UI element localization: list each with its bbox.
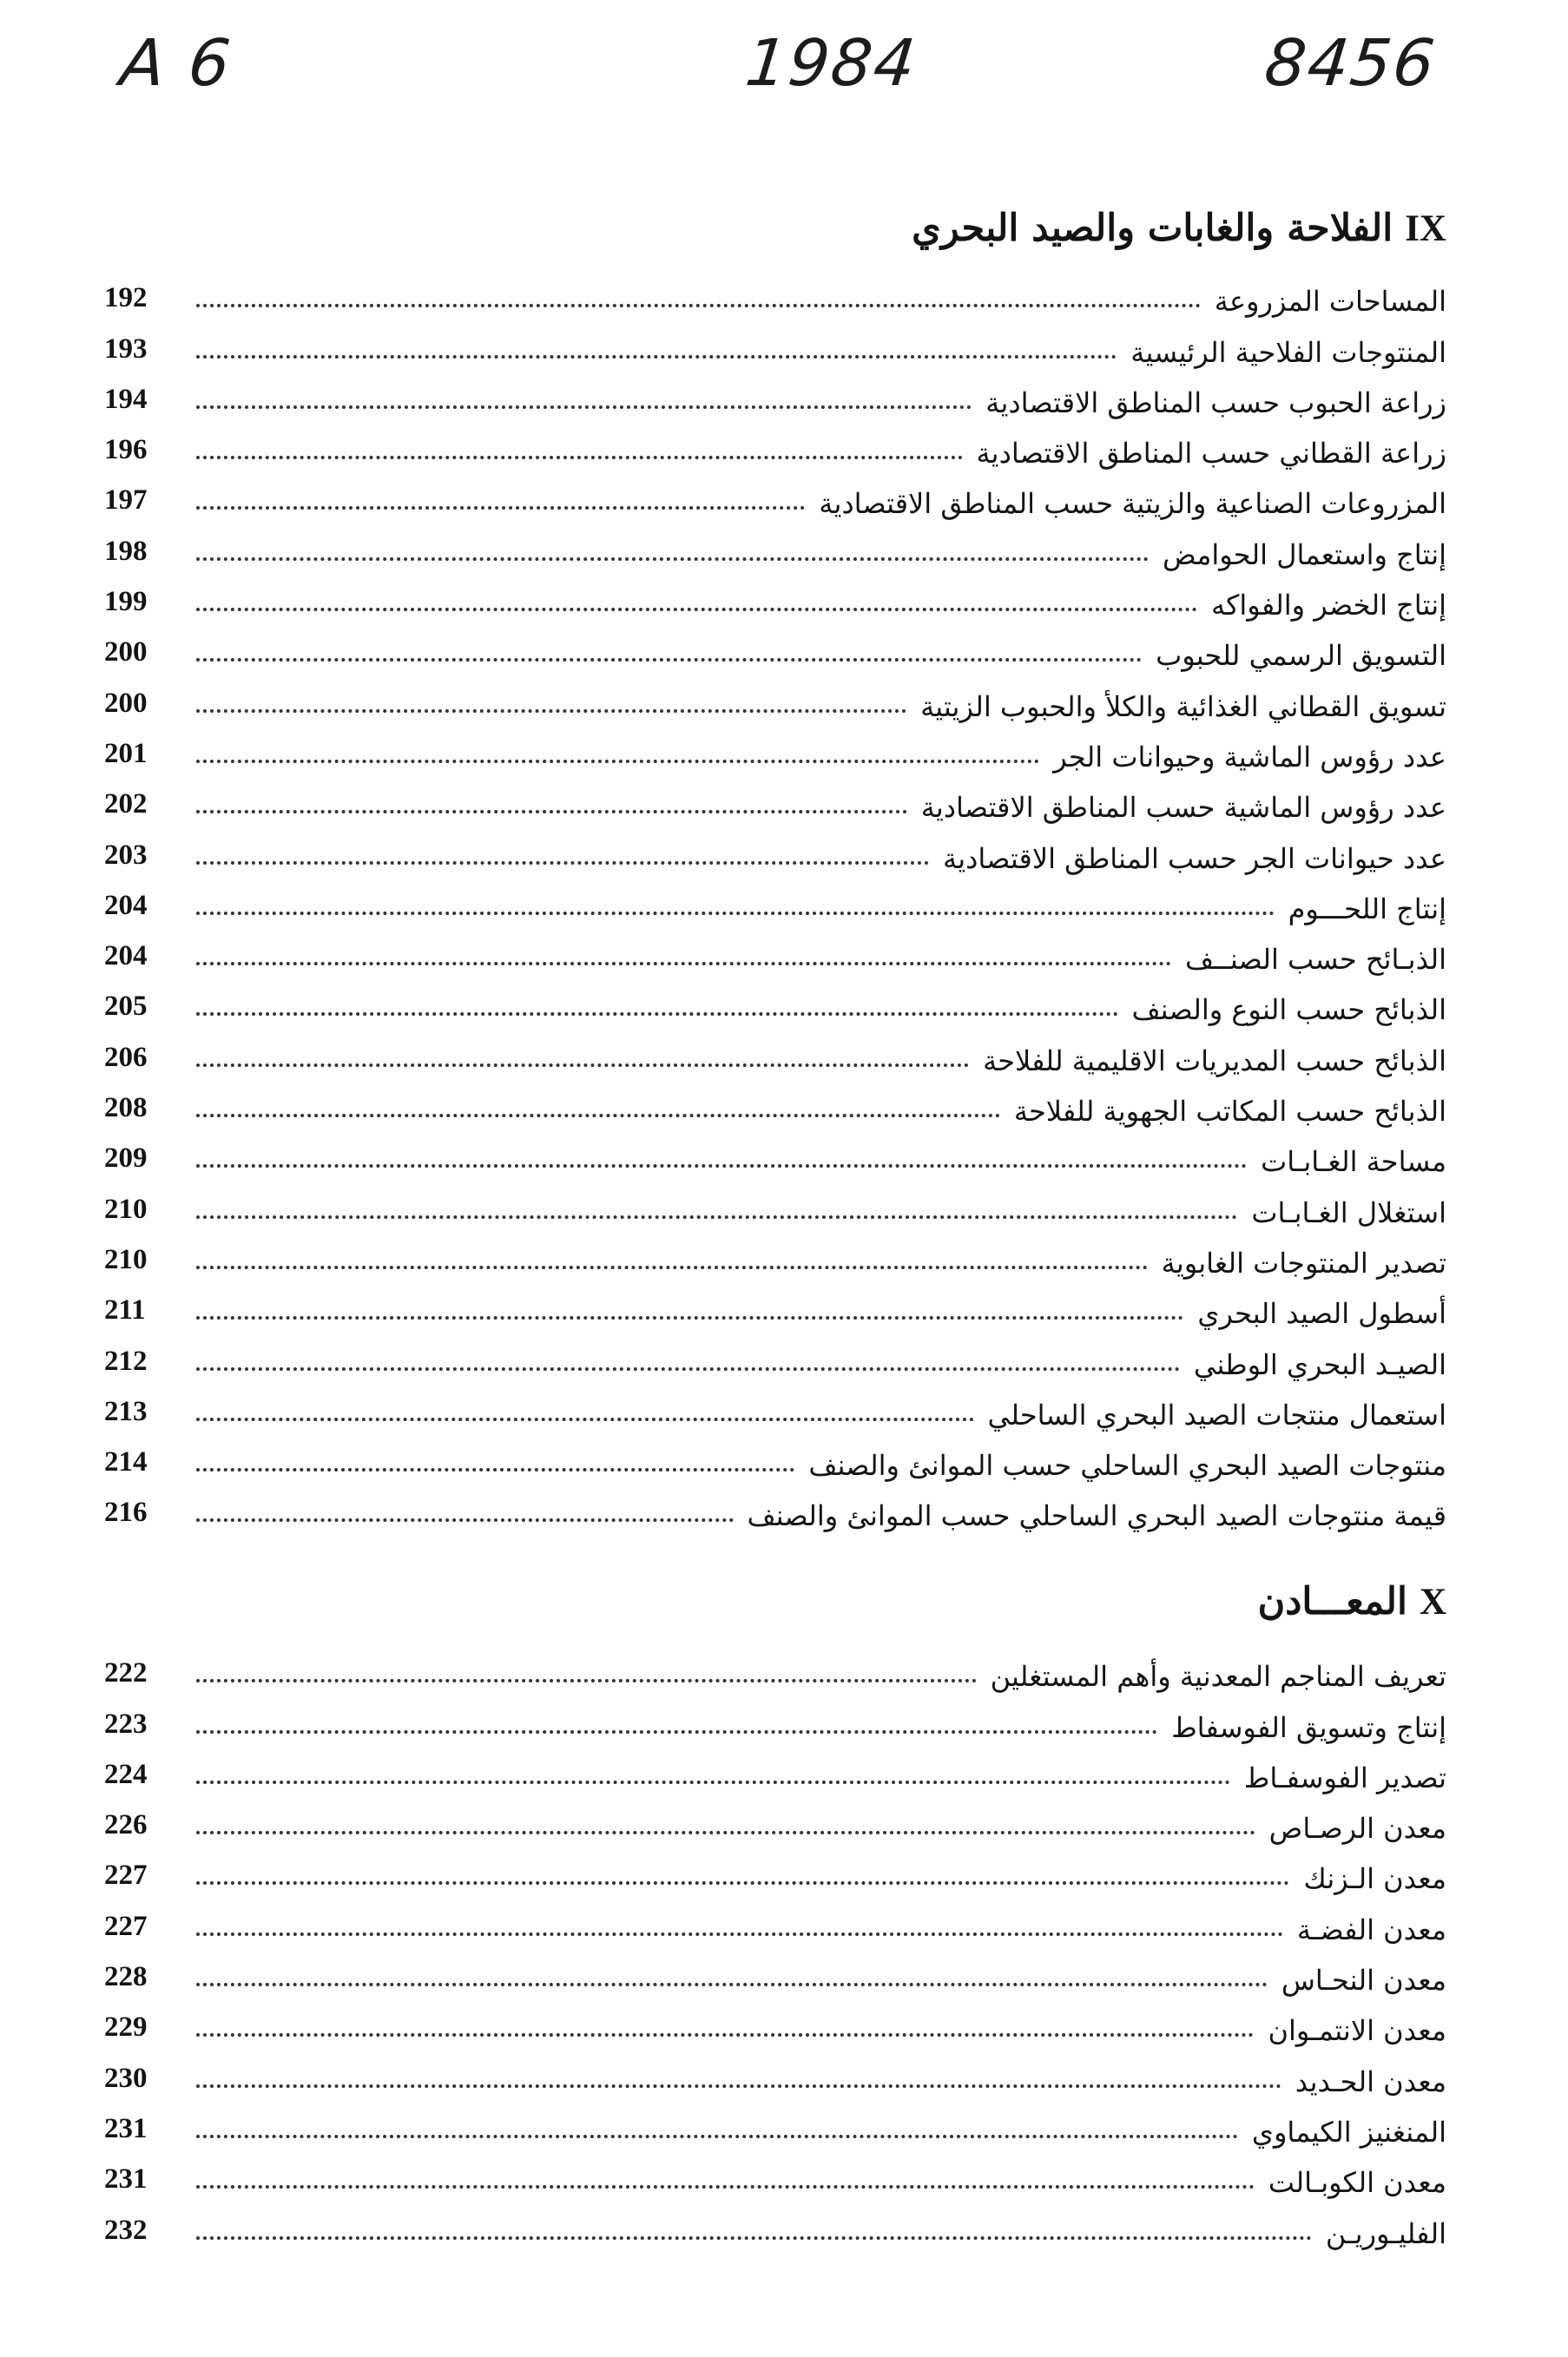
toc-page-number: 222 <box>104 1657 148 1689</box>
toc-page-number: 231 <box>104 2112 148 2144</box>
dot-leader <box>196 1063 969 1067</box>
toc-page-number: 229 <box>104 2011 148 2044</box>
dot-leader <box>196 608 1197 611</box>
handwritten-note-center: 1984 <box>741 26 921 101</box>
toc-entry <box>104 732 1446 782</box>
toc-entry <box>104 934 1446 984</box>
toc-entry <box>104 2005 1446 2056</box>
handwritten-note-right: 8456 <box>1261 26 1440 101</box>
toc-entry <box>104 630 1446 681</box>
toc-entry <box>104 428 1446 478</box>
dot-leader <box>196 304 1201 307</box>
toc-entry-title: معدن الكوبـالت <box>1268 2166 1446 2200</box>
toc-page-number: 198 <box>104 535 148 567</box>
toc-entry-title: المزروعات الصناعية والزيتية حسب المناطق الاقتصادية <box>819 487 1446 521</box>
toc-entry <box>104 478 1446 529</box>
dot-leader <box>196 2033 1254 2037</box>
toc-entry-title: تسويق القطاني الغذائية والكلأ والحبوب الزيتية <box>920 689 1446 723</box>
toc-entry <box>104 2157 1446 2208</box>
toc-page-number: 200 <box>104 687 148 719</box>
toc-page-number: 192 <box>104 282 148 314</box>
toc-entry-title: استعمال منتجات الصيد البحري الساحلي <box>987 1398 1446 1432</box>
dot-leader <box>196 962 1171 965</box>
toc-page-number: 201 <box>104 737 148 769</box>
dot-leader <box>196 1316 1183 1320</box>
toc-entry-title: الذبـائح حسب الصنــف <box>1184 943 1446 977</box>
dot-leader <box>196 2185 1255 2189</box>
toc-page-number: 226 <box>104 1809 148 1841</box>
toc-entry-title: المنغنيز الكيماوي <box>1251 2115 1446 2149</box>
toc-page-number: 214 <box>104 1446 148 1478</box>
toc-page-number: 210 <box>104 1243 148 1275</box>
toc-entry <box>104 1136 1446 1187</box>
toc-entry <box>104 580 1446 630</box>
toc-page-number: 231 <box>104 2163 148 2196</box>
toc-entry-title: عدد رؤوس الماشية حسب المناطق الاقتصادية <box>920 791 1446 825</box>
toc-entry-title: منتوجات الصيد البحري الساحلي حسب الموانئ والصنف <box>808 1449 1446 1483</box>
toc-entry <box>104 984 1446 1035</box>
toc-entry-title: عدد رؤوس الماشية وحيوانات الجر <box>1053 740 1446 774</box>
toc-entry-title: إنتاج اللحـــوم <box>1288 892 1446 925</box>
toc-entry <box>104 833 1446 883</box>
toc-entry-title: عدد حيوانات الجر حسب المناطق الاقتصادية <box>943 841 1446 875</box>
toc-page-number: 200 <box>104 636 148 668</box>
toc-entry <box>104 1035 1446 1085</box>
toc-entry <box>104 1904 1446 1954</box>
toc-page-number: 228 <box>104 1961 148 1993</box>
toc-page-number: 227 <box>104 1910 148 1942</box>
dot-leader <box>196 1164 1247 1168</box>
dot-leader <box>196 1114 1000 1117</box>
dot-leader <box>196 456 963 459</box>
toc-entry-title: تصدير المنتوجات الغابوية <box>1161 1246 1446 1280</box>
toc-entry-title: المساحات المزروعة <box>1214 285 1446 319</box>
toc-entry <box>104 1651 1446 1702</box>
section-numeral: X <box>1419 1582 1446 1623</box>
toc-page-number: 194 <box>104 383 148 415</box>
toc-page-number: 206 <box>104 1041 148 1073</box>
toc-entry-title: التسويق الرسمي للحبوب <box>1156 639 1446 673</box>
toc-page-number: 213 <box>104 1395 148 1427</box>
toc-list-section-ix <box>104 276 1446 1541</box>
toc-entry <box>104 884 1446 934</box>
dot-leader <box>196 1468 794 1471</box>
toc-entry <box>104 529 1446 579</box>
toc-list-section-x <box>104 1651 1446 2259</box>
dot-leader <box>196 405 972 409</box>
toc-entry-title: معدن الفضـة <box>1296 1913 1446 1946</box>
toc-entry-title: تعريف المناجم المعدنية وأهم المستغلين <box>990 1660 1446 1694</box>
toc-entry-title: الصيـد البحري الوطني <box>1193 1347 1446 1381</box>
dot-leader <box>196 355 1117 359</box>
toc-entry-title: قيمة منتوجات الصيد البحري الساحلي حسب الموانئ والصنف <box>747 1499 1446 1533</box>
toc-entry <box>104 1853 1446 1904</box>
toc-page-number: 224 <box>104 1758 148 1790</box>
dot-leader <box>196 2084 1281 2088</box>
toc-entry-title: تصدير الفوسفـاط <box>1243 1761 1446 1794</box>
handwritten-note-left: A 6 <box>116 26 236 101</box>
dot-leader <box>196 1012 1118 1016</box>
toc-entry <box>104 1086 1446 1136</box>
dot-leader <box>196 2135 1238 2138</box>
dot-leader <box>196 912 1275 915</box>
toc-entry <box>104 1339 1446 1389</box>
dot-leader <box>196 557 1149 561</box>
toc-entry <box>104 1753 1446 1803</box>
dot-leader <box>196 810 907 813</box>
toc-entry-title: مساحة الغـابـات <box>1261 1145 1446 1179</box>
toc-page-number: 199 <box>104 586 148 618</box>
toc-entry-title: إنتاج الخضر والفواكه <box>1211 589 1446 622</box>
toc-entry-title: معدن النحـاس <box>1281 1964 1446 1998</box>
toc-entry <box>104 1702 1446 1752</box>
dot-leader <box>196 760 1039 763</box>
toc-entry-title: استغلال الغـابـات <box>1251 1195 1446 1229</box>
toc-entry <box>104 2208 1446 2258</box>
dot-leader <box>196 2236 1312 2240</box>
toc-page-number: 204 <box>104 889 148 921</box>
toc-entry <box>104 1238 1446 1288</box>
toc-page-number: 223 <box>104 1708 148 1740</box>
toc-entry <box>104 1187 1446 1237</box>
dot-leader <box>196 1932 1283 1936</box>
dot-leader <box>196 1781 1230 1784</box>
toc-page-number: 193 <box>104 332 148 365</box>
dot-leader <box>196 1679 977 1682</box>
toc-entry-title: إنتاج واستعمال الحوامض <box>1162 537 1446 571</box>
dot-leader <box>196 1266 1148 1269</box>
dot-leader <box>196 658 1142 662</box>
section-heading-text: الفلاحة والغابات والصيد البحري <box>912 207 1393 250</box>
toc-entry <box>104 1491 1446 1541</box>
dot-leader <box>196 1983 1268 1986</box>
section-heading-x <box>1258 1580 1446 1623</box>
toc-page-number: 197 <box>104 484 148 517</box>
dot-leader <box>196 506 805 510</box>
toc-page-number: 230 <box>104 2062 148 2094</box>
toc-page-number: 209 <box>104 1142 148 1175</box>
dot-leader <box>196 1418 974 1421</box>
toc-page-number: 212 <box>104 1345 148 1377</box>
dot-leader <box>196 861 929 865</box>
toc-entry-title: زراعة القطاني حسب المناطق الاقتصادية <box>976 437 1446 471</box>
dot-leader <box>196 1367 1180 1371</box>
toc-entry-title: معدن الحـديد <box>1295 2064 1446 2098</box>
toc-entry <box>104 326 1446 377</box>
toc-entry-title: الذبائح حسب المديريات الاقليمية للفلاحة <box>983 1044 1446 1077</box>
toc-entry <box>104 1440 1446 1491</box>
dot-leader <box>196 709 906 713</box>
toc-entry-title: زراعة الحبوب حسب المناطق الاقتصادية <box>985 385 1446 419</box>
toc-page-number: 204 <box>104 940 148 972</box>
toc-entry <box>104 1803 1446 1853</box>
toc-entry <box>104 681 1446 731</box>
toc-entry <box>104 1390 1446 1440</box>
toc-entry <box>104 1288 1446 1339</box>
toc-entry-title: معدن الانتمـوان <box>1268 2014 1446 2048</box>
toc-page-number: 232 <box>104 2214 148 2246</box>
toc-entry-title: معدن الـزنك <box>1303 1862 1446 1896</box>
toc-entry-title: معدن الرصـاص <box>1268 1812 1446 1846</box>
toc-entry <box>104 276 1446 326</box>
section-heading-ix <box>912 207 1446 250</box>
toc-entry <box>104 1955 1446 2005</box>
toc-entry <box>104 782 1446 833</box>
toc-entry <box>104 378 1446 428</box>
toc-entry-title: المنتوجات الفلاحية الرئيسية <box>1130 335 1446 369</box>
toc-entry-title: أسطول الصيد البحري <box>1197 1297 1446 1331</box>
dot-leader <box>196 1831 1255 1834</box>
dot-leader <box>196 1730 1157 1734</box>
toc-page-number: 203 <box>104 839 148 871</box>
toc-entry-title: الذبائح حسب المكاتب الجهوية للفلاحة <box>1013 1095 1446 1129</box>
dot-leader <box>196 1881 1289 1885</box>
toc-entry-title: الفليـوريـن <box>1325 2216 1446 2250</box>
toc-page-number: 227 <box>104 1860 148 1892</box>
toc-page-number: 202 <box>104 788 148 820</box>
toc-entry <box>104 2056 1446 2106</box>
toc-page-number: 216 <box>104 1497 148 1529</box>
toc-entry-title: الذبائح حسب النوع والصنف <box>1131 993 1446 1027</box>
toc-page-number: 205 <box>104 991 148 1023</box>
section-numeral: IX <box>1405 208 1446 249</box>
toc-entry-title: إنتاج وتسويق الفوسفاط <box>1171 1710 1446 1744</box>
toc-page-number: 211 <box>104 1294 146 1327</box>
toc-page-number: 210 <box>104 1193 148 1225</box>
section-heading-text: المعـــادن <box>1257 1580 1407 1623</box>
dot-leader <box>196 1215 1237 1219</box>
toc-entry <box>104 2107 1446 2157</box>
toc-page-number: 208 <box>104 1092 148 1124</box>
toc-page-number: 196 <box>104 434 148 466</box>
dot-leader <box>196 1518 734 1522</box>
